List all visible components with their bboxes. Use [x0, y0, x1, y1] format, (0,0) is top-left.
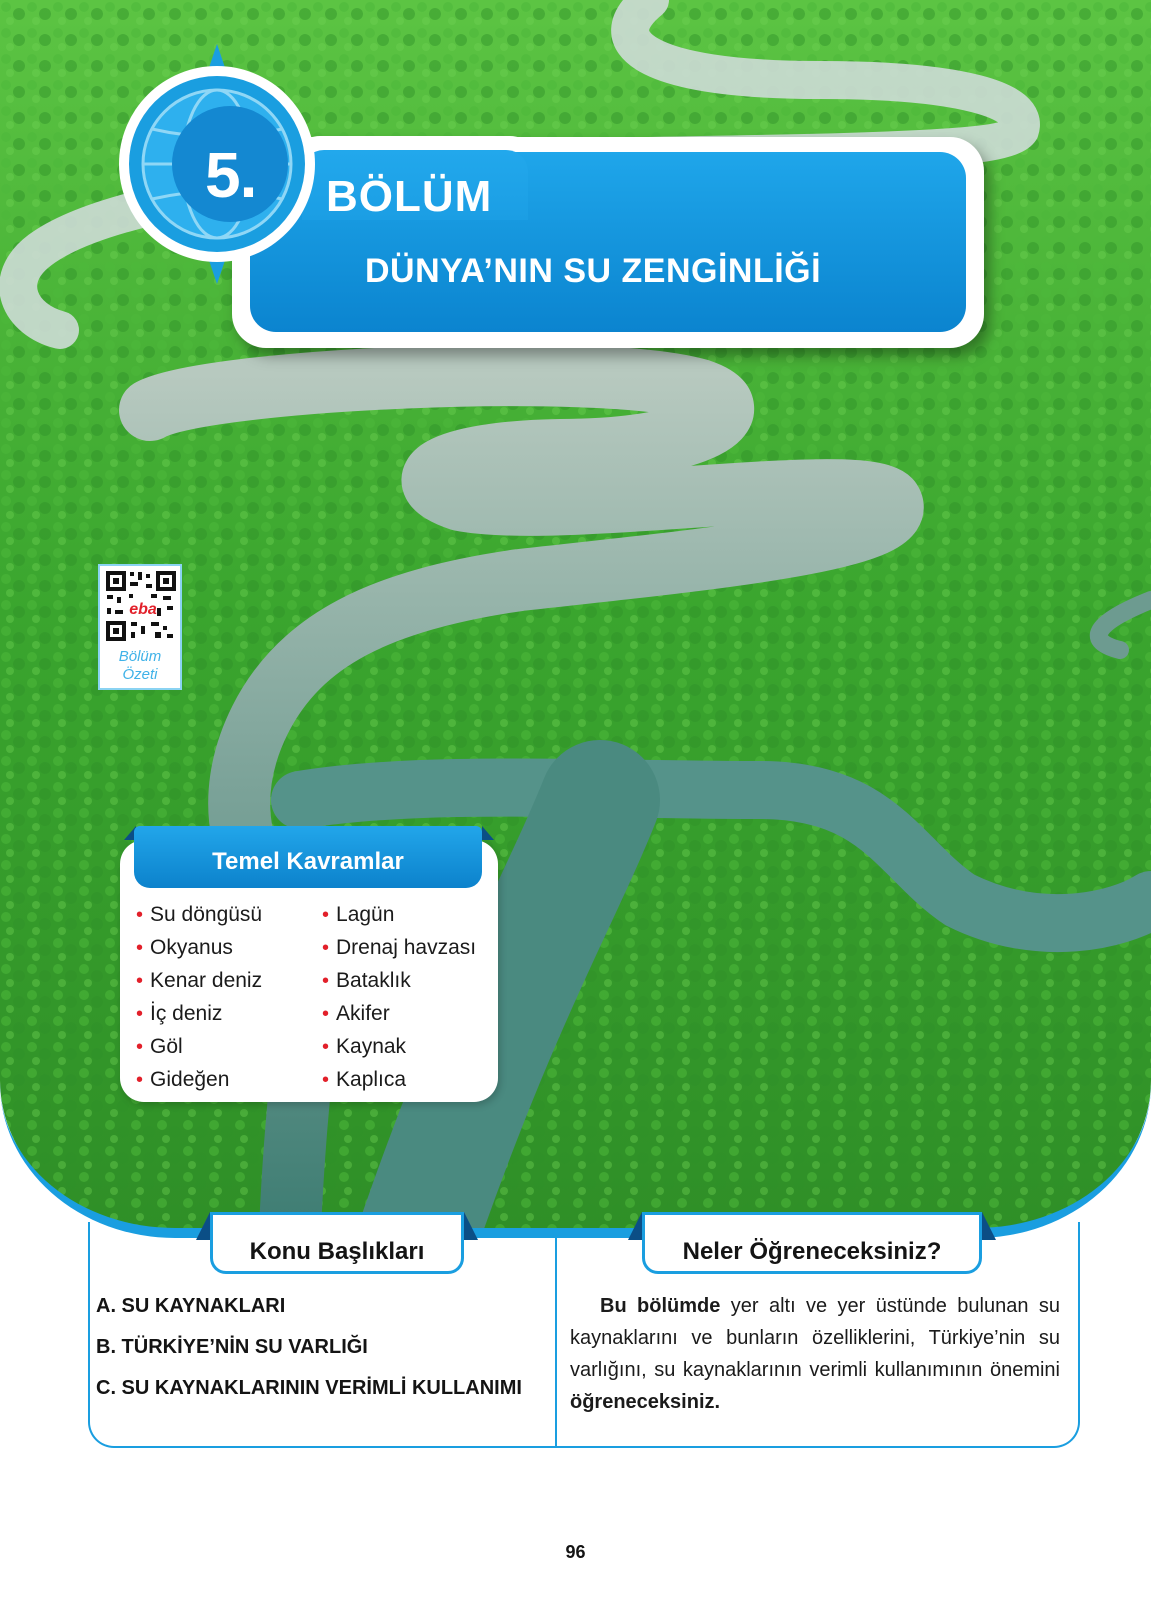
list-item: • Akifer: [322, 997, 476, 1030]
bottom-divider: [555, 1234, 557, 1448]
list-item: • Okyanus: [136, 931, 262, 964]
page-number: 96: [565, 1542, 586, 1562]
key-concepts-title: Temel Kavramlar: [212, 848, 404, 875]
topic-item-a: A. SU KAYNAKLARI: [96, 1295, 286, 1317]
topic-item-b: B. TÜRKİYE’NİN SU VARLIĞI: [96, 1336, 368, 1358]
learn-flap-right: [982, 1212, 996, 1240]
list-item: • Su döngüsü: [136, 898, 262, 931]
list-item: • Kaplıca: [322, 1063, 476, 1096]
eba-logo: eba: [129, 601, 157, 618]
chapter-word: BÖLÜM: [326, 172, 493, 221]
list-item: • Bataklık: [322, 964, 476, 997]
key-concepts-list-right: [322, 898, 476, 1096]
list-item: • Gideğen: [136, 1063, 262, 1096]
qr-label: [100, 648, 180, 684]
qr-label-line2: Özeti: [122, 666, 158, 683]
learn-lead-bold: Bu bölümde: [600, 1295, 721, 1317]
topics-flap-right: [464, 1212, 478, 1240]
chapter-title: DÜNYA’NIN SU ZENGİNLİĞİ: [365, 252, 822, 290]
list-item: • Kaynak: [322, 1030, 476, 1063]
list-item: • Drenaj havzası: [322, 931, 476, 964]
key-concepts-flap-right: [482, 826, 494, 840]
qr-summary-card[interactable]: [98, 564, 182, 690]
chapter-number: 5.: [205, 139, 257, 211]
topic-item-c: C. SU KAYNAKLARININ VERİMLİ KULLANIMI: [96, 1377, 522, 1399]
learn-flap-left: [628, 1212, 642, 1240]
key-concepts-list-left: [136, 898, 262, 1096]
list-item: • Göl: [136, 1030, 262, 1063]
qr-label-line1: Bölüm: [118, 648, 162, 665]
topics-title: Konu Başlıkları: [249, 1238, 425, 1265]
list-item: • İç deniz: [136, 997, 262, 1030]
learn-title: Neler Öğreneceksiniz?: [682, 1238, 942, 1265]
learn-body: yer altı ve yer üstünde bulunan su kaynaklarını ve bunların özelliklerini, Türkiye’nin su varlığını, su kaynaklarının verimli kullanımının önemini: [570, 1295, 1060, 1381]
topics-flap-left: [196, 1212, 210, 1240]
learn-end-bold: öğreneceksiniz.: [570, 1391, 721, 1413]
list-item: • Kenar deniz: [136, 964, 262, 997]
list-item: • Lagün: [322, 898, 476, 931]
learn-paragraph: [570, 1290, 1060, 1418]
